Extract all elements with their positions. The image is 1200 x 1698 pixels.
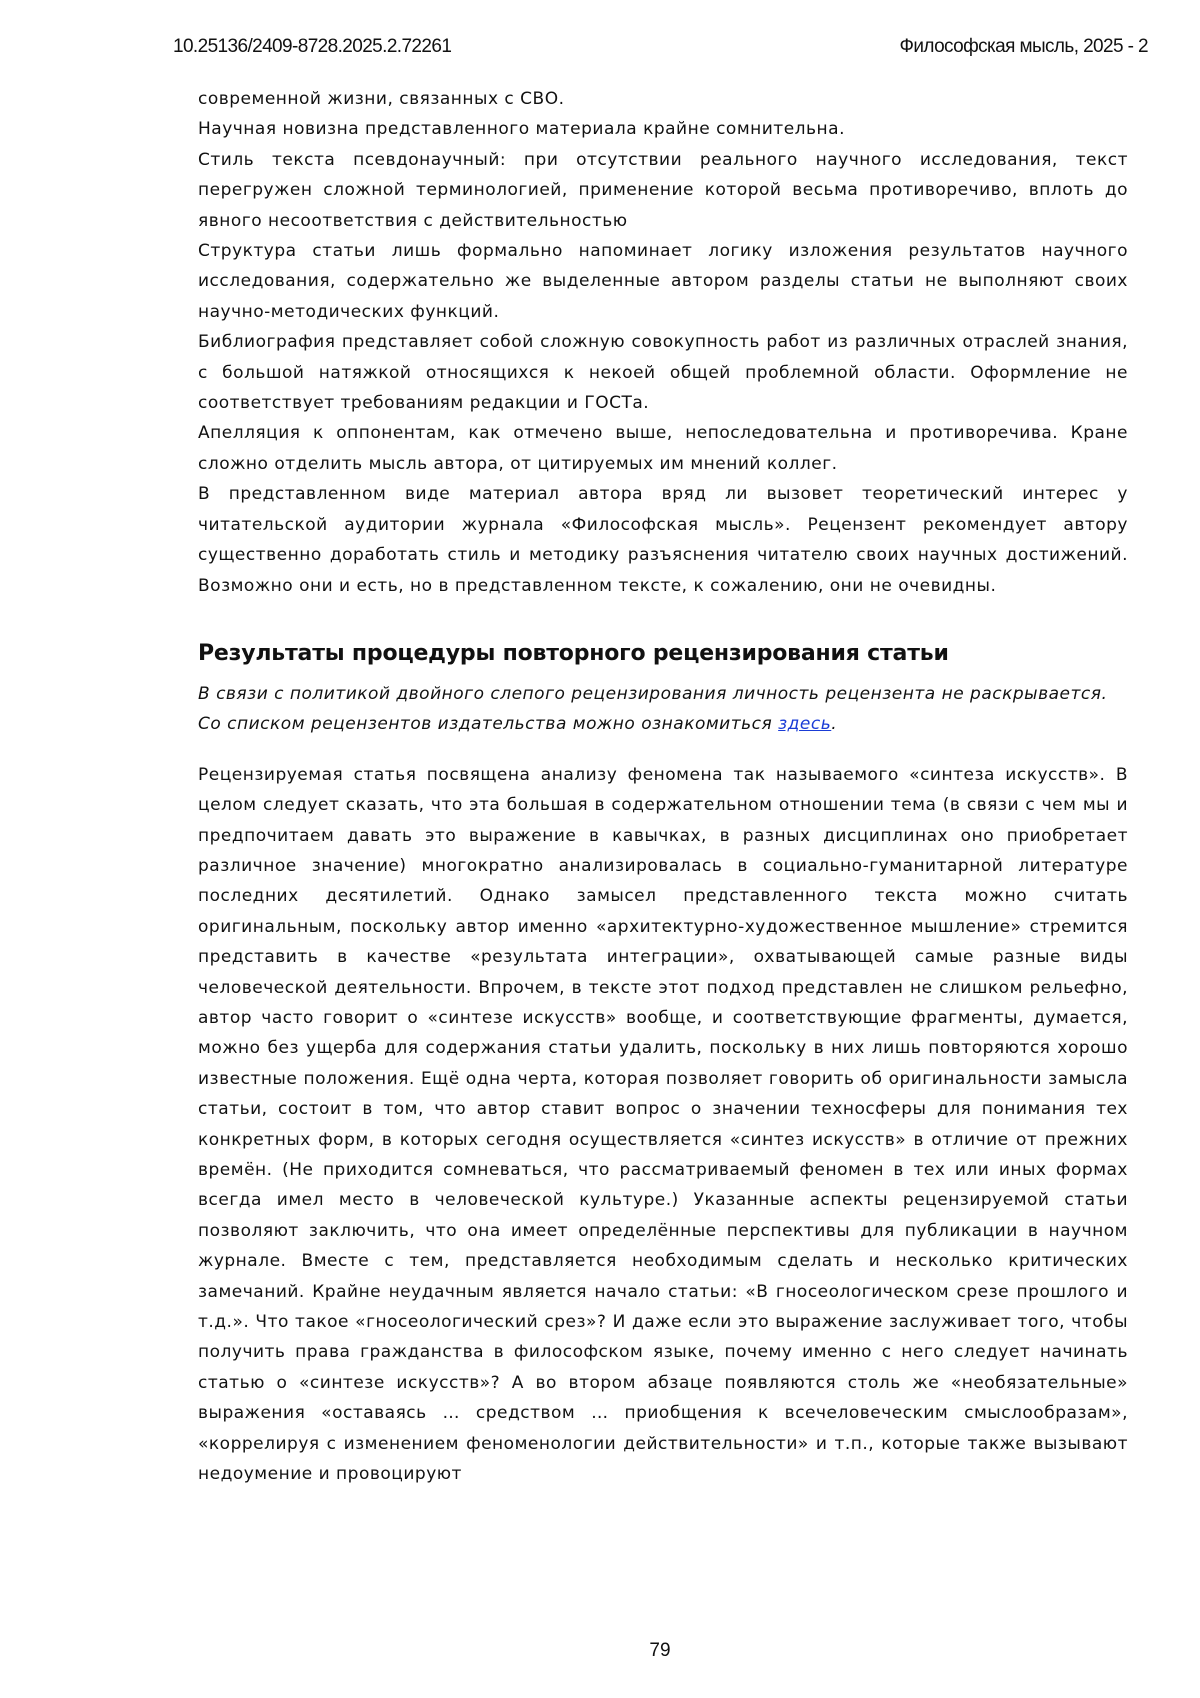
article-body <box>198 84 1128 1489</box>
paragraph-novelty: Научная новизна представленного материала крайне сомнительна. <box>198 119 845 140</box>
paragraph-style: Стиль текста псевдонаучный: при отсутствии реального научного исследования, текст перегружен сложной терминологией, применение которой весьма противоречиво, вплоть до явного несоответствия с действительностью <box>198 149 1128 231</box>
journal-header: Философская мысль, 2025 - 2 <box>899 36 1148 57</box>
reviewers-list-note <box>198 709 1128 739</box>
doi-header: 10.25136/2409-8728.2025.2.72261 <box>173 36 452 57</box>
paragraph-continuation: современной жизни, связанных с СВО. <box>198 89 565 109</box>
blind-review-note: В связи с политикой двойного слепого рецензирования личность рецензента не раскрывается. <box>198 683 1108 704</box>
reviewers-note-suffix: . <box>831 714 838 735</box>
paragraph-structure: Структура статьи лишь формально напоминает логику изложения результатов научного исследования, содержательно же выделенные автором разделы статьи не выполняют своих научно-методических функций. <box>198 241 1128 322</box>
reviewers-link[interactable]: здесь <box>778 714 832 735</box>
paragraph-opponents: Апелляция к оппонентам, как отмечено выше, непоследовательна и противоречива. Кране сложно отделить мысль автора, от цитируемых им мнений коллег. <box>198 423 1128 474</box>
section-heading: Результаты процедуры повторного рецензирования статьи <box>198 640 949 666</box>
page-number: 79 <box>649 1640 671 1661</box>
review-paragraph: Рецензируемая статья посвящена анализу феномена так называемого «синтеза искусств». В целом следует сказать, что эта большая в содержательном отношении тема (в связи с чем мы и предпочитаем давать это выражение в кавычках, в разных дисциплинах оно приобретает различное значение) многократно анализировалась в социально-гуманитарной литературе последних десятилетий. Однако замысел представленного текста можно считать оригинальным, поскольку автор именно «архитектурно-художественное мышление» стремится представить в качестве «результата интеграции», охватывающей самые разные виды человеческой деятельности. Впрочем, в тексте этот подход представлен не слишком рельефно, автор часто говорит о «синтезе искусств» вообще, и соответствующие фрагменты, думается, можно без ущерба для содержания статьи удалить, поскольку в них лишь повторяются хорошо известные положения. Ещё одна черта, которая позволяет говорить об оригинальности замысла статьи, состоит в том, что автор ставит вопрос о значении техносферы для понимания тех конкретных форм, в которых сегодня осуществляется «синтез искусств» в отличие от прежних времён. (Не приходится сомневаться, что рассматриваемый феномен в тех или иных формах всегда имел место в человеческой культуре.) Указанные аспекты рецензируемой статьи позволяют заключить, что она имеет определённые перспективы для публикации в научном журнале. Вместе с тем, представляется необходимым сделать и несколько критических замечаний. Крайне неудачным является начало статьи: «В гносеологическом срезе прошлого и т.д.». Что такое «гносеологический срез»? И даже если это выражение заслуживает того, чтобы получить права гражданства в философском языке, почему именно с него следует начинать статью о «синтезе искусств»? А во втором абзаце появляются столь же «необязательные» выражения «оставаясь … средством … приобщения к всечеловеческим смыслообразам», «коррелируя с изменением феноменологии действительности» и т.п., которые также вызывают недоумение и провоцируют <box>198 764 1128 1485</box>
paragraph-bibliography: Библиография представляет собой сложную совокупность работ из различных отраслей знания, с большой натяжкой относящихся к некоей общей проблемной области. Оформление не соответствует требованиям редакции и ГОСТа. <box>198 332 1128 414</box>
paragraph-conclusion: В представленном виде материал автора вряд ли вызовет теоретический интерес у читательской аудитории журнала «Философская мысль». Рецензент рекомендует автору существенно доработать стиль и методику разъяснения читателю своих научных достижений. Возможно они и есть, но в представленном тексте, к сожалению, они не очевидны. <box>198 484 1128 596</box>
reviewers-note-text: Со списком рецензентов издательства можно ознакомиться <box>198 714 779 735</box>
